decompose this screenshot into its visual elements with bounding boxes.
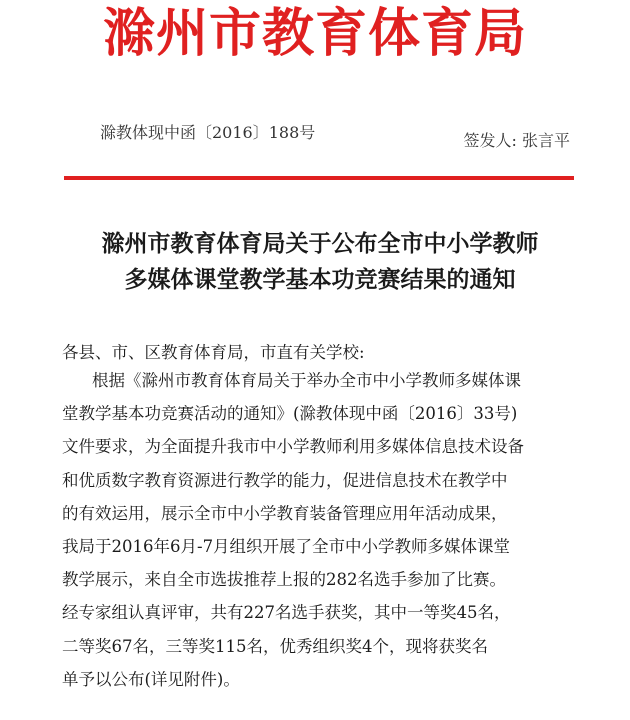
signer: 签发人: 张言平 <box>463 131 570 150</box>
red-divider <box>64 176 574 180</box>
body-line: 经专家组认真评审，共有227名选手获奖，其中一等奖45名， <box>62 603 511 623</box>
body-text <box>62 368 582 700</box>
body-line: 和优质数字教育资源进行教学的能力，促进信息技术在教学中 <box>62 470 508 490</box>
body-line: 的有效运用，展示全市中小学教育装备管理应用年活动成果， <box>62 503 508 523</box>
body-line: 教学展示，来自全市选拔推荐上报的282名选手参加了比赛。 <box>62 570 506 590</box>
body-line: 文件要求，为全面提升我市中小学教师利用多媒体信息技术设备 <box>62 437 524 457</box>
body-line: 我局于2016年6月-7月组织开展了全市中小学教师多媒体课堂 <box>62 536 511 556</box>
document-meta <box>100 120 570 150</box>
agency-header: 滁州市教育体育局 <box>102 3 527 64</box>
salutation: 各县、市、区教育体育局，市直有关学校: <box>62 343 365 362</box>
body-line: 堂教学基本功竞赛活动的通知》(滁教体现中函〔2016〕33号) <box>62 404 518 424</box>
document-title <box>40 226 600 298</box>
title-line-1: 滁州市教育体育局关于公布全市中小学教师 <box>101 230 539 257</box>
document-number: 滁教体现中函〔2016〕188号 <box>100 123 316 142</box>
body-line: 单予以公布(详见附件)。 <box>62 669 240 689</box>
title-line-2: 多媒体课堂教学基本功竞赛结果的通知 <box>124 266 516 293</box>
body-line: 二等奖67名，三等奖115名，优秀组织奖4个，现将获奖名 <box>62 636 488 656</box>
body-line: 根据《滁州市教育体育局关于举办全市中小学教师多媒体课 <box>92 371 521 390</box>
